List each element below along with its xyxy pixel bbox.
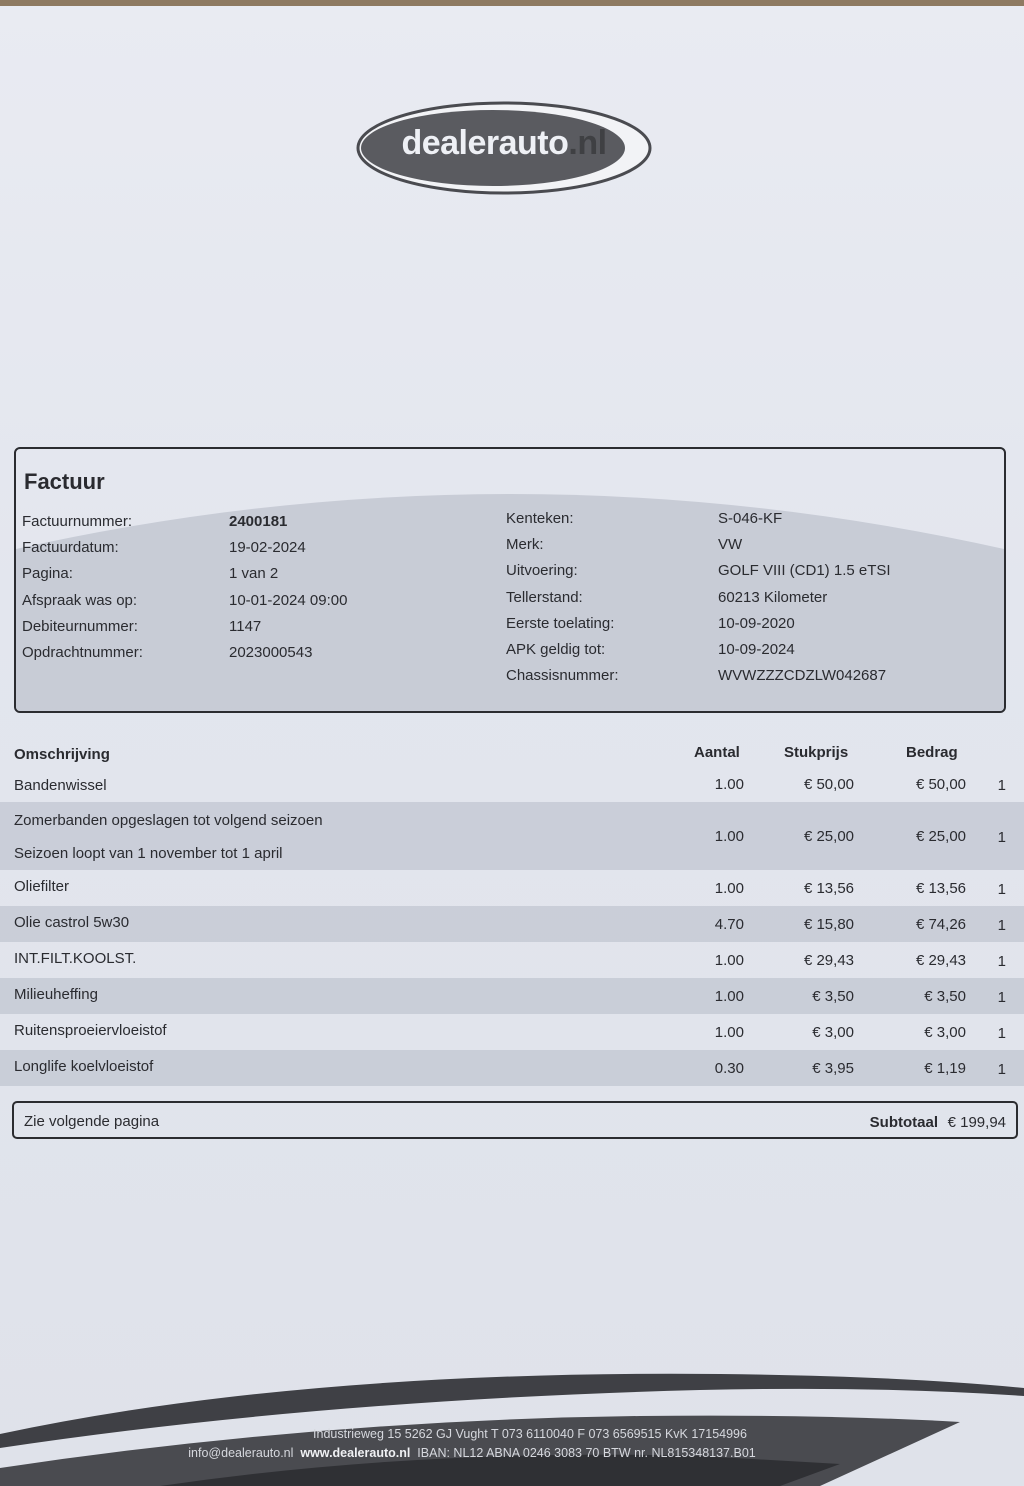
item-flag: 1 — [997, 953, 1006, 970]
item-unit-price: € 29,43 — [803, 952, 854, 969]
debtor-number: 1147 — [229, 617, 262, 635]
subtotal-label: Subtotaal — [869, 1114, 938, 1131]
license-plate: S-046-KF — [718, 510, 783, 527]
company-website: www.dealerauto.nl — [300, 1446, 411, 1460]
item-unit-price: € 3,95 — [812, 1060, 854, 1077]
item-flag: 1 — [997, 881, 1006, 898]
vehicle-label: Uitvoering: — [506, 562, 578, 580]
item-description — [14, 942, 136, 975]
item-desc-line: INT.FILT.KOOLST. — [14, 950, 137, 967]
item-unit-price: € 25,00 — [803, 828, 854, 845]
col-amount: Bedrag — [906, 744, 958, 761]
item-quantity: 4.70 — [714, 916, 744, 933]
first-registration: 10-09-2020 — [718, 614, 795, 632]
item-flag: 1 — [997, 1025, 1006, 1042]
items-table — [0, 770, 1024, 1086]
company-contact-line — [0, 1446, 1024, 1460]
item-quantity: 1.00 — [714, 988, 744, 1005]
order-number: 2023000543 — [229, 643, 313, 661]
item-desc-line: Ruitensproeiervloeistof — [14, 1022, 167, 1039]
table-row — [0, 1050, 1024, 1086]
item-desc-line: Seizoen loopt van 1 november tot 1 april — [14, 845, 283, 862]
item-description — [14, 978, 98, 1011]
item-quantity: 1.00 — [714, 1024, 744, 1041]
item-unit-price: € 50,00 — [803, 776, 854, 793]
item-quantity: 1.00 — [714, 880, 744, 897]
item-desc-line: Bandenwissel — [14, 777, 107, 794]
item-flag: 1 — [997, 989, 1006, 1006]
company-bank-vat: IBAN: NL12 ABNA 0246 3083 70 BTW nr. NL815348137.B01 — [417, 1446, 756, 1460]
item-description — [14, 1014, 167, 1047]
vehicle-label: Chassisnummer: — [506, 667, 619, 685]
table-row — [0, 770, 1024, 806]
item-quantity: 0.30 — [714, 1060, 744, 1077]
item-flag: 1 — [997, 777, 1006, 794]
item-unit-price: € 3,50 — [812, 988, 854, 1005]
table-row — [0, 978, 1024, 1014]
item-description — [14, 870, 69, 903]
vehicle-label: Kenteken: — [506, 510, 574, 527]
item-amount: € 50,00 — [915, 776, 966, 793]
item-unit-price: € 13,56 — [803, 880, 854, 897]
vehicle-label: APK geldig tot: — [506, 640, 606, 658]
invoice-number: 2400181 — [229, 513, 288, 530]
logo-text — [355, 124, 653, 163]
item-description — [14, 804, 323, 870]
footer-band-decoration — [0, 1360, 1024, 1486]
vehicle-label: Tellerstand: — [506, 588, 583, 606]
odometer: 60213 Kilometer — [718, 588, 828, 606]
vehicle-model: GOLF VIII (CD1) 1.5 eTSI — [718, 562, 891, 580]
item-desc-line: Longlife koelvloeistof — [14, 1058, 154, 1075]
vehicle-label: Eerste toelating: — [506, 614, 615, 632]
subtotal-bar — [12, 1101, 1018, 1139]
meta-label: Debiteurnummer: — [22, 617, 138, 635]
item-amount: € 74,26 — [915, 916, 966, 933]
table-row — [0, 802, 1024, 870]
item-quantity: 1.00 — [714, 952, 744, 969]
company-email: info@dealerauto.nl — [188, 1446, 294, 1460]
item-desc-line: Zomerbanden opgeslagen tot volgend seizoen — [14, 812, 323, 829]
logo-wordmark: dealerauto — [401, 124, 569, 162]
item-quantity: 1.00 — [714, 828, 744, 845]
item-description — [14, 906, 129, 939]
item-amount: € 3,50 — [924, 988, 966, 1005]
col-description: Omschrijving — [14, 746, 110, 763]
item-flag: 1 — [997, 1061, 1006, 1078]
item-desc-line: Oliefilter — [14, 878, 70, 895]
item-unit-price: € 3,00 — [812, 1024, 854, 1041]
item-description — [14, 769, 107, 802]
item-flag: 1 — [997, 917, 1006, 934]
item-desc-line: Olie castrol 5w30 — [14, 914, 130, 931]
item-desc-line: Milieuheffing — [14, 986, 98, 1003]
vehicle-brand: VW — [718, 536, 743, 554]
page-number: 1 van 2 — [229, 565, 279, 583]
appointment-date: 10-01-2024 09:00 — [229, 591, 348, 609]
item-unit-price: € 15,80 — [803, 916, 854, 933]
meta-label: Afspraak was op: — [22, 591, 138, 609]
item-amount: € 25,00 — [915, 828, 966, 845]
invoice-title: Factuur — [24, 469, 105, 494]
meta-label: Factuurdatum: — [22, 539, 119, 557]
item-flag: 1 — [997, 829, 1006, 846]
col-unit-price: Stukprijs — [784, 744, 849, 761]
vehicle-label: Merk: — [506, 536, 544, 554]
apk-valid-until: 10-09-2024 — [718, 640, 795, 658]
next-page-note: Zie volgende pagina — [24, 1113, 160, 1130]
table-row — [0, 1014, 1024, 1050]
item-amount: € 29,43 — [915, 952, 966, 969]
chassis-number: WVWZZZCDZLW042687 — [718, 667, 887, 685]
table-row — [0, 942, 1024, 978]
item-description — [14, 1050, 153, 1083]
meta-label: Pagina: — [22, 565, 73, 583]
item-amount: € 13,56 — [915, 880, 966, 897]
company-address-line: Industrieweg 15 5262 GJ Vught T 073 6110040 F 073 6569515 KvK 17154996 — [313, 1427, 747, 1441]
item-quantity: 1.00 — [714, 776, 744, 793]
subtotal-value: € 199,94 — [947, 1114, 1006, 1131]
table-row — [0, 906, 1024, 942]
dealerauto-logo — [355, 100, 653, 196]
item-amount: € 3,00 — [924, 1024, 966, 1041]
invoice-header-box — [14, 447, 1006, 713]
invoice-date: 19-02-2024 — [229, 539, 306, 557]
col-quantity: Aantal — [694, 744, 740, 761]
meta-label: Opdrachtnummer: — [22, 643, 143, 661]
meta-label: Factuurnummer: — [22, 513, 133, 530]
table-edge — [0, 0, 1024, 6]
item-amount: € 1,19 — [924, 1060, 966, 1077]
logo-tld: .nl — [568, 124, 607, 162]
table-row — [0, 870, 1024, 906]
